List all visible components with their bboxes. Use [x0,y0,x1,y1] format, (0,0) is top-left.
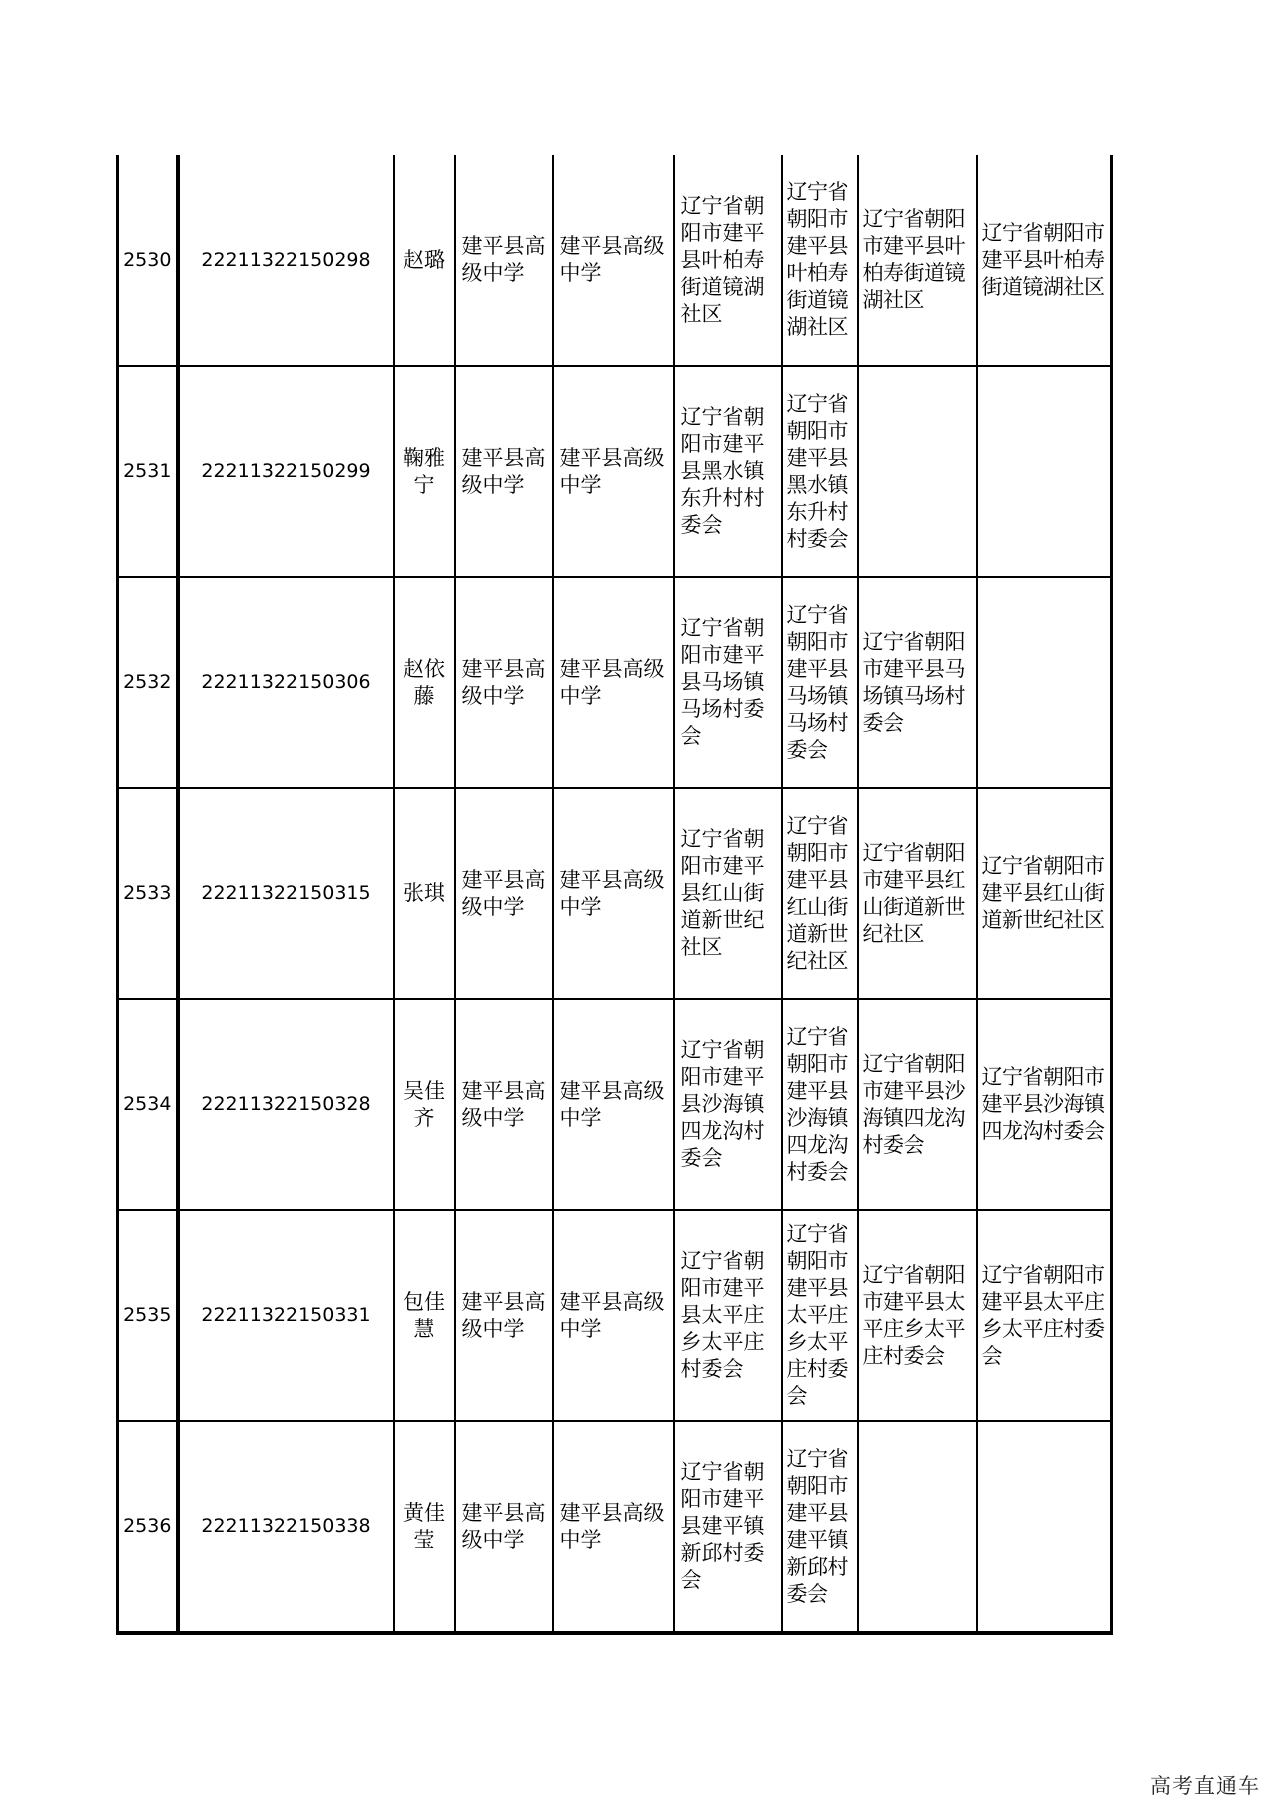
address-cell-1: 辽宁省朝阳市建平县叶柏寿街道镜湖社区 [674,155,782,366]
graduating-school-cell: 建平县高级中学 [553,366,674,577]
table-row [118,999,1112,1210]
address-cell-4 [977,1421,1112,1633]
table-row [118,366,1112,577]
table-row [118,788,1112,999]
school-cell: 建平县高级中学 [455,1421,553,1633]
table-row [118,577,1112,788]
school-cell: 建平县高级中学 [455,155,553,366]
row-number: 2532 [118,577,178,788]
address-cell-2: 辽宁省朝阳市建平县黑水镇东升村村委会 [782,366,858,577]
row-number: 2536 [118,1421,178,1633]
address-cell-3: 辽宁省朝阳市建平县太平庄乡太平庄村委会 [858,1210,977,1421]
address-cell-1: 辽宁省朝阳市建平县建平镇新邱村委会 [674,1421,782,1633]
address-cell-2: 辽宁省朝阳市建平县沙海镇四龙沟村委会 [782,999,858,1210]
table-row [118,1421,1112,1633]
graduating-school-cell: 建平县高级中学 [553,577,674,788]
address-cell-1: 辽宁省朝阳市建平县沙海镇四龙沟村委会 [674,999,782,1210]
student-name-cell: 吴佳齐 [394,999,455,1210]
exam-id-cell: 22211322150315 [178,788,394,999]
student-name-cell: 黄佳莹 [394,1421,455,1633]
address-cell-2: 辽宁省朝阳市建平县马场镇马场村委会 [782,577,858,788]
student-name-cell: 赵依藤 [394,577,455,788]
address-cell-3: 辽宁省朝阳市建平县红山街道新世纪社区 [858,788,977,999]
graduating-school-cell: 建平县高级中学 [553,1421,674,1633]
address-cell-1: 辽宁省朝阳市建平县马场镇马场村委会 [674,577,782,788]
address-cell-1: 辽宁省朝阳市建平县红山街道新世纪社区 [674,788,782,999]
student-list-table-wrapper [116,155,1110,1656]
exam-id-cell: 22211322150331 [178,1210,394,1421]
address-cell-3: 辽宁省朝阳市建平县马场镇马场村委会 [858,577,977,788]
row-number: 2533 [118,788,178,999]
address-cell-1: 辽宁省朝阳市建平县太平庄乡太平庄村委会 [674,1210,782,1421]
student-name-cell: 张琪 [394,788,455,999]
address-cell-3 [858,366,977,577]
exam-id-cell: 22211322150306 [178,577,394,788]
row-number: 2535 [118,1210,178,1421]
exam-id-cell: 22211322150298 [178,155,394,366]
student-name-cell: 鞠雅宁 [394,366,455,577]
graduating-school-cell: 建平县高级中学 [553,999,674,1210]
exam-id-cell: 22211322150338 [178,1421,394,1633]
exam-id-cell: 22211322150328 [178,999,394,1210]
address-cell-4: 辽宁省朝阳市建平县太平庄乡太平庄村委会 [977,1210,1112,1421]
graduating-school-cell: 建平县高级中学 [553,155,674,366]
school-cell: 建平县高级中学 [455,1210,553,1421]
row-number: 2531 [118,366,178,577]
graduating-school-cell: 建平县高级中学 [553,1210,674,1421]
table-row [118,155,1112,366]
address-cell-4 [977,577,1112,788]
table-row [118,1210,1112,1421]
school-cell: 建平县高级中学 [455,366,553,577]
student-name-cell: 包佳慧 [394,1210,455,1421]
address-cell-4 [977,366,1112,577]
student-name-cell: 赵璐 [394,155,455,366]
address-cell-4: 辽宁省朝阳市建平县叶柏寿街道镜湖社区 [977,155,1112,366]
address-cell-2: 辽宁省朝阳市建平县红山街道新世纪社区 [782,788,858,999]
watermark-text: 高考直通车 [1150,1774,1260,1798]
exam-id-cell: 22211322150299 [178,366,394,577]
school-cell: 建平县高级中学 [455,999,553,1210]
address-cell-3: 辽宁省朝阳市建平县叶柏寿街道镜湖社区 [858,155,977,366]
address-cell-1: 辽宁省朝阳市建平县黑水镇东升村村委会 [674,366,782,577]
row-number: 2534 [118,999,178,1210]
address-cell-3 [858,1421,977,1633]
school-cell: 建平县高级中学 [455,577,553,788]
school-cell: 建平县高级中学 [455,788,553,999]
row-number: 2530 [118,155,178,366]
address-cell-4: 辽宁省朝阳市建平县沙海镇四龙沟村委会 [977,999,1112,1210]
address-cell-3: 辽宁省朝阳市建平县沙海镇四龙沟村委会 [858,999,977,1210]
address-cell-2: 辽宁省朝阳市建平县叶柏寿街道镜湖社区 [782,155,858,366]
address-cell-4: 辽宁省朝阳市建平县红山街道新世纪社区 [977,788,1112,999]
address-cell-2: 辽宁省朝阳市建平县建平镇新邱村委会 [782,1421,858,1633]
student-list-table [116,155,1113,1635]
graduating-school-cell: 建平县高级中学 [553,788,674,999]
address-cell-2: 辽宁省朝阳市建平县太平庄乡太平庄村委会 [782,1210,858,1421]
